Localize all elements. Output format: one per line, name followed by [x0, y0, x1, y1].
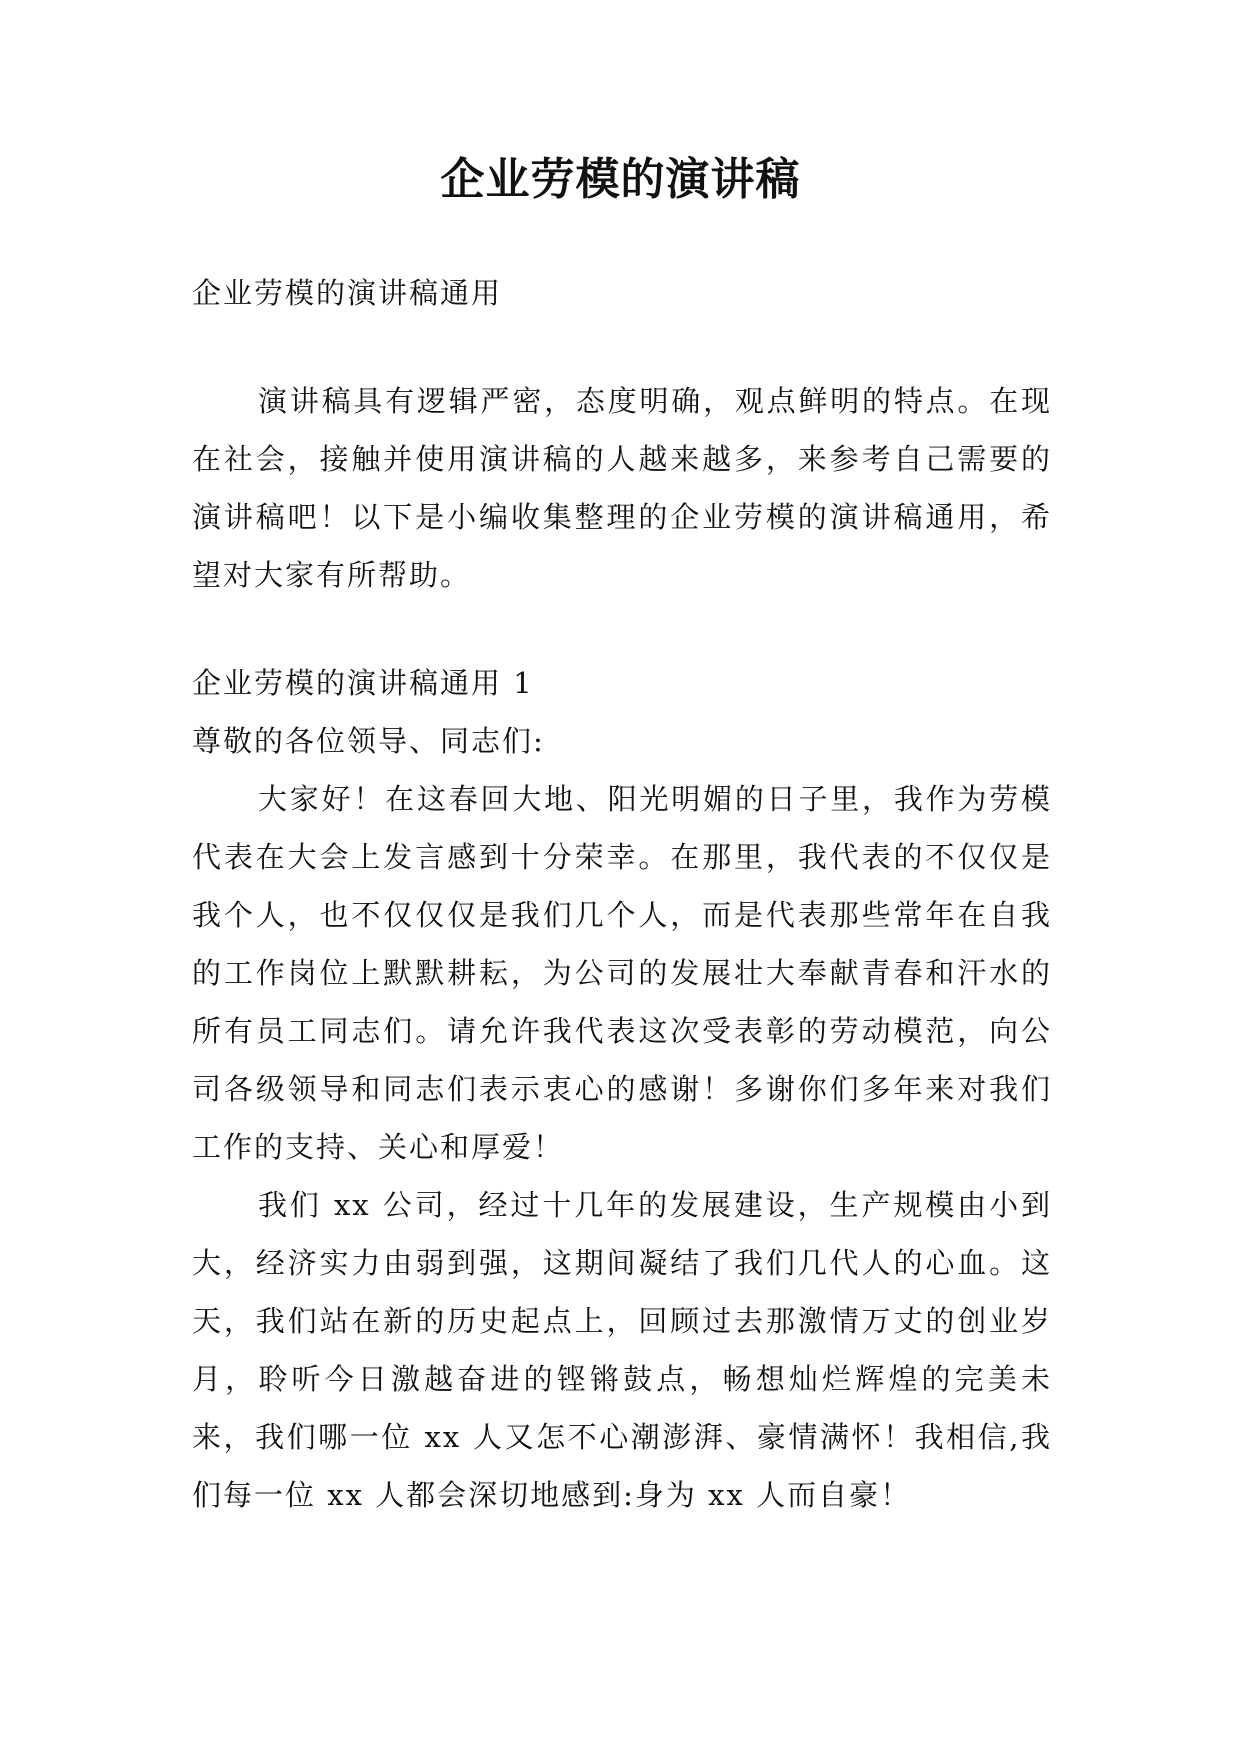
- body-paragraph-1: 大家好！在这春回大地、阳光明媚的日子里，我作为劳模代表在大会上发言感到十分荣幸。在那里，我代表的不仅仅是我个人，也不仅仅仅是我们几个人，而是代表那些常年在自我的工作岗位上默默耕耘，为公司的发展壮大奉献青春和汗水的所有员工同志们。请允许我代表这次受表彰的劳动模范，向公司各级领导和同志们表示衷心的感谢！多谢你们多年来对我们工作的支持、关心和厚爱！: [192, 782, 1052, 1164]
- document-subtitle: 企业劳模的演讲稿通用: [192, 276, 503, 310]
- salutation: 尊敬的各位领导、同志们:: [192, 724, 545, 758]
- document-body: [192, 264, 1052, 1524]
- section-heading: 企业劳模的演讲稿通用 1: [192, 666, 534, 700]
- document-title: 企业劳模的演讲稿: [440, 154, 801, 205]
- body-paragraph-2: 我们 xx 公司，经过十几年的发展建设，生产规模由小到大，经济实力由弱到强，这期间凝结了我们几代人的心血。这天，我们站在新的历史起点上，回顾过去那激情万丈的创业岁月，聆听今日激越奋进的铿锵鼓点，畅想灿烂辉煌的完美未来，我们哪一位 xx 人又怎不心潮澎湃、豪情满怀！我相信,我们每一位 xx 人都会深切地感到:身为 xx 人而自豪！: [192, 1188, 1052, 1512]
- intro-paragraph: 演讲稿具有逻辑严密，态度明确，观点鲜明的特点。在现在社会，接触并使用演讲稿的人越来越多，来参考自己需要的演讲稿吧！以下是小编收集整理的企业劳模的演讲稿通用，希望对大家有所帮助。: [192, 384, 1052, 592]
